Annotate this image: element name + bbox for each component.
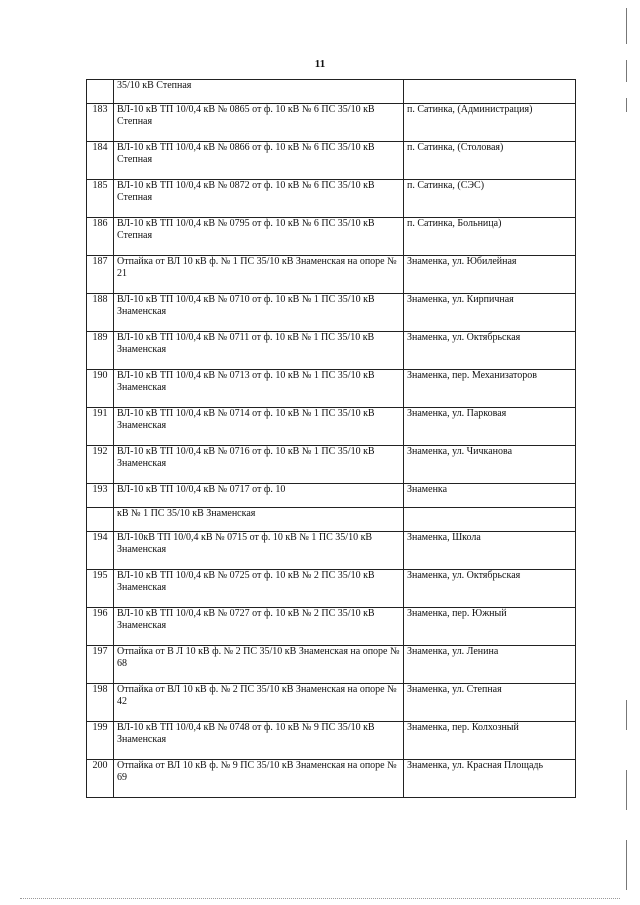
row-number: 187 <box>87 256 114 294</box>
scan-bottom-edge <box>20 898 620 901</box>
table-row <box>87 570 576 608</box>
object-description: ВЛ-10 кВ ТП 10/0,4 кВ № 0748 от ф. 10 кВ № 9 ПС 35/10 кВ Знаменская <box>114 722 404 760</box>
object-location: п. Сатинка, Больница) <box>404 218 576 256</box>
object-location: Знаменка, ул. Юбилейная <box>404 256 576 294</box>
object-location: Знаменка, ул. Октябрьская <box>404 332 576 370</box>
table-row <box>87 532 576 570</box>
table-row <box>87 684 576 722</box>
object-location: Знаменка, ул. Кирпичная <box>404 294 576 332</box>
scan-edge-marks <box>626 0 628 905</box>
object-location: Знаменка, пер. Колхозный <box>404 722 576 760</box>
row-number: 199 <box>87 722 114 760</box>
table-row <box>87 608 576 646</box>
object-location: Знаменка, ул. Ленина <box>404 646 576 684</box>
object-description: Отпайка от ВЛ 10 кВ ф. № 1 ПС 35/10 кВ Знаменская на опоре № 21 <box>114 256 404 294</box>
row-number: 198 <box>87 684 114 722</box>
table-row <box>87 218 576 256</box>
object-description: Отпайка от ВЛ 10 кВ ф. № 2 ПС 35/10 кВ Знаменская на опоре № 42 <box>114 684 404 722</box>
row-number <box>87 508 114 532</box>
object-description: кВ № 1 ПС 35/10 кВ Знаменская <box>114 508 404 532</box>
table-row <box>87 646 576 684</box>
object-description: Отпайка от В Л 10 кВ ф. № 2 ПС 35/10 кВ Знаменская на опоре № 68 <box>114 646 404 684</box>
row-number: 183 <box>87 104 114 142</box>
object-location: Знаменка, пер. Механизаторов <box>404 370 576 408</box>
object-description: ВЛ-10 кВ ТП 10/0,4 кВ № 0710 от ф. 10 кВ № 1 ПС 35/10 кВ Знаменская <box>114 294 404 332</box>
row-number: 192 <box>87 446 114 484</box>
table-row <box>87 370 576 408</box>
object-description: ВЛ-10 кВ ТП 10/0,4 кВ № 0725 от ф. 10 кВ № 2 ПС 35/10 кВ Знаменская <box>114 570 404 608</box>
page-number: 11 <box>314 58 326 70</box>
table-row <box>87 256 576 294</box>
table-row <box>87 760 576 798</box>
object-location: Знаменка, пер. Южный <box>404 608 576 646</box>
table-row <box>87 294 576 332</box>
object-description: ВЛ-10 кВ ТП 10/0,4 кВ № 0716 от ф. 10 кВ № 1 ПС 35/10 кВ Знаменская <box>114 446 404 484</box>
object-description: ВЛ-10 кВ ТП 10/0,4 кВ № 0717 от ф. 10 <box>114 484 404 508</box>
object-location <box>404 80 576 104</box>
object-location: Знаменка, ул. Парковая <box>404 408 576 446</box>
object-location: п. Сатинка, (Администрация) <box>404 104 576 142</box>
object-description: ВЛ-10 кВ ТП 10/0,4 кВ № 0711 от ф. 10 кВ № 1 ПС 35/10 кВ Знаменская <box>114 332 404 370</box>
object-description: ВЛ-10кВ ТП 10/0,4 кВ № 0715 от ф. 10 кВ № 1 ПС 35/10 кВ Знаменская <box>114 532 404 570</box>
object-location: Знаменка, ул. Октябрьская <box>404 570 576 608</box>
object-description: Отпайка от ВЛ 10 кВ ф. № 9 ПС 35/10 кВ Знаменская на опоре № 69 <box>114 760 404 798</box>
table-body <box>87 80 576 798</box>
object-location: Знаменка, ул. Красная Площадь <box>404 760 576 798</box>
object-location: п. Сатинка, (Столовая) <box>404 142 576 180</box>
table-row <box>87 332 576 370</box>
object-location: п. Сатинка, (СЭС) <box>404 180 576 218</box>
row-number: 185 <box>87 180 114 218</box>
object-description: ВЛ-10 кВ ТП 10/0,4 кВ № 0872 от ф. 10 кВ № 6 ПС 35/10 кВ Степная <box>114 180 404 218</box>
object-description: ВЛ-10 кВ ТП 10/0,4 кВ № 0866 от ф. 10 кВ № 6 ПС 35/10 кВ Степная <box>114 142 404 180</box>
row-number: 184 <box>87 142 114 180</box>
object-description: ВЛ-10 кВ ТП 10/0,4 кВ № 0713 от ф. 10 кВ № 1 ПС 35/10 кВ Знаменская <box>114 370 404 408</box>
table-row <box>87 408 576 446</box>
row-number: 200 <box>87 760 114 798</box>
row-number: 196 <box>87 608 114 646</box>
row-number <box>87 80 114 104</box>
object-description: 35/10 кВ Степная <box>114 80 404 104</box>
object-description: ВЛ-10 кВ ТП 10/0,4 кВ № 0727 от ф. 10 кВ № 2 ПС 35/10 кВ Знаменская <box>114 608 404 646</box>
table-row <box>87 722 576 760</box>
object-location: Знаменка, ул. Чичканова <box>404 446 576 484</box>
object-location <box>404 508 576 532</box>
object-table <box>86 79 576 798</box>
table-row <box>87 142 576 180</box>
row-number: 194 <box>87 532 114 570</box>
row-number: 191 <box>87 408 114 446</box>
row-number: 190 <box>87 370 114 408</box>
row-number: 197 <box>87 646 114 684</box>
row-number: 189 <box>87 332 114 370</box>
row-number: 193 <box>87 484 114 508</box>
table-row <box>87 80 576 104</box>
object-description: ВЛ-10 кВ ТП 10/0,4 кВ № 0795 от ф. 10 кВ № 6 ПС 35/10 кВ Степная <box>114 218 404 256</box>
table-row <box>87 104 576 142</box>
object-location: Знаменка, Школа <box>404 532 576 570</box>
table-row <box>87 484 576 508</box>
row-number: 195 <box>87 570 114 608</box>
object-location: Знаменка, ул. Степная <box>404 684 576 722</box>
table-row <box>87 446 576 484</box>
object-description: ВЛ-10 кВ ТП 10/0,4 кВ № 0714 от ф. 10 кВ № 1 ПС 35/10 кВ Знаменская <box>114 408 404 446</box>
row-number: 188 <box>87 294 114 332</box>
table-row <box>87 508 576 532</box>
row-number: 186 <box>87 218 114 256</box>
object-description: ВЛ-10 кВ ТП 10/0,4 кВ № 0865 от ф. 10 кВ № 6 ПС 35/10 кВ Степная <box>114 104 404 142</box>
object-location: Знаменка <box>404 484 576 508</box>
table-row <box>87 180 576 218</box>
